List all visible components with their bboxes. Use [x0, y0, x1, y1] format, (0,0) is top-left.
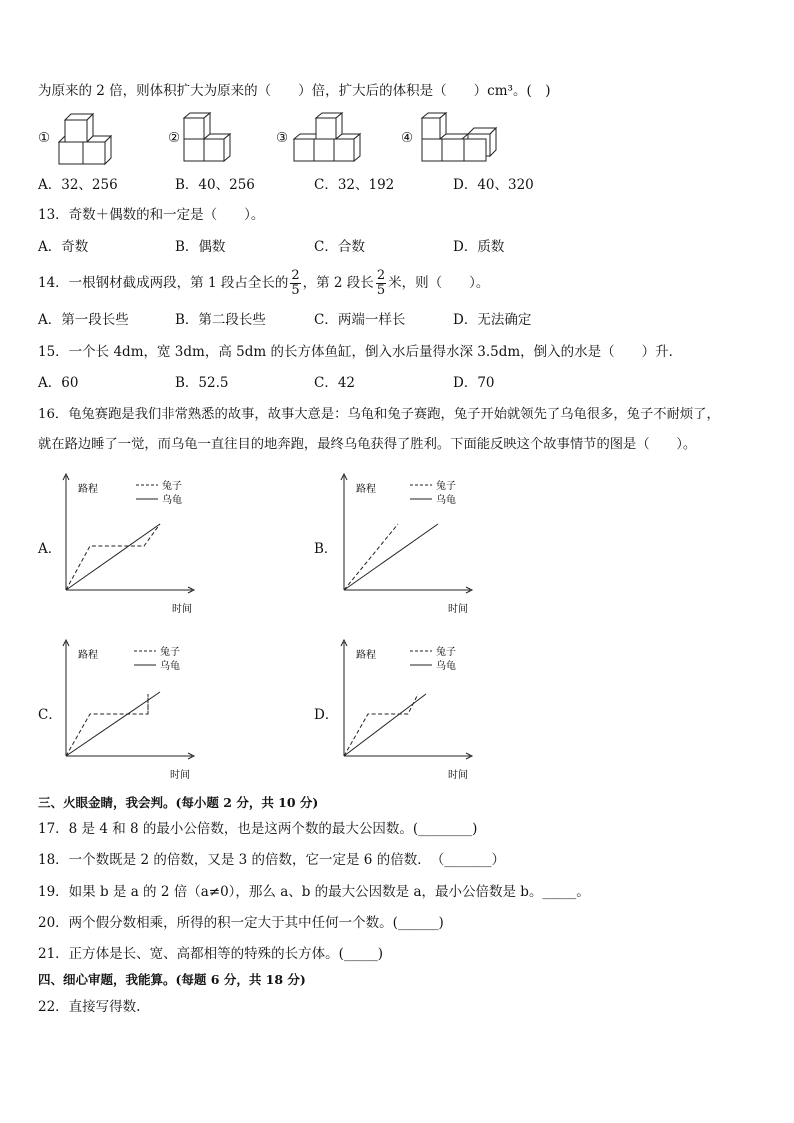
q12-option-d[interactable]: D．40、320 — [453, 177, 534, 193]
graph-b[interactable] — [338, 470, 478, 620]
graph-a-legend-rabbit: 兔子 — [162, 481, 182, 492]
graph-d[interactable] — [338, 636, 478, 786]
q18-stem: 18．一个数既是 2 的倍数，又是 3 的倍数，它一定是 6 的倍数． （_______） — [38, 852, 505, 868]
figure-label-4: ④ — [401, 130, 414, 146]
graph-d-x-axis: 时间 — [448, 770, 468, 781]
figure-label-1: ① — [38, 130, 51, 146]
q14-part1: 14．一根钢材截成两段，第 1 段占全长的 — [38, 275, 289, 291]
cube-figure-2 — [180, 112, 236, 164]
q13-option-b[interactable]: B．偶数 — [175, 239, 226, 255]
q20-stem: 20．两个假分数相乘，所得的积一定大于其中任何一个数。(______) — [38, 915, 444, 931]
graph-d-legend-tortoise: 乌龟 — [436, 661, 456, 672]
graph-b-x-axis: 时间 — [448, 604, 468, 615]
q13-option-d[interactable]: D．质数 — [453, 239, 505, 255]
q12-option-a[interactable]: A．32、256 — [38, 177, 118, 193]
q14-option-c[interactable]: C．两端一样长 — [314, 312, 406, 328]
q14-part2: ，第 2 段长 — [302, 275, 374, 291]
graph-c-y-axis: 路程 — [78, 650, 98, 661]
graph-c-x-axis: 时间 — [170, 770, 190, 781]
q14-frac2-den: 5 — [376, 283, 386, 298]
graph-label-c[interactable]: C． — [38, 707, 62, 723]
q14-option-a[interactable]: A．第一段长些 — [38, 312, 129, 328]
q16-stem-line-1: 16．龟兔赛跑是我们非常熟悉的故事，故事大意是：乌龟和兔子赛跑，兔子开始就领先了乌龟很多，兔子不耐烦了， — [38, 407, 720, 422]
graph-d-legend-rabbit: 兔子 — [436, 647, 456, 658]
q22-stem: 22．直接写得数. — [38, 999, 141, 1015]
q12-option-c[interactable]: C．32、192 — [314, 177, 395, 193]
section-4-title: 四、细心审题，我能算。(每题 6 分，共 18 分) — [38, 972, 306, 987]
q13-option-c[interactable]: C．合数 — [314, 239, 365, 255]
graph-a[interactable] — [60, 470, 200, 620]
cube-figure-3 — [292, 112, 364, 164]
cube-figure-1 — [55, 110, 115, 166]
graph-label-d[interactable]: D． — [314, 707, 339, 723]
q15-option-c[interactable]: C．42 — [314, 375, 356, 391]
figure-label-2: ② — [168, 130, 181, 146]
q15-stem: 15．一个长 4dm，宽 3dm，高 5dm 的长方体鱼缸，倒入水后量得水深 3.5dm，倒入的水是（ ）升． — [38, 344, 683, 360]
q16-stem-line-2: 就在路边睡了一觉，而乌龟一直往目的地奔跑，最终乌龟获得了胜利。下面能反映这个故事情节的图是（ ）。 — [38, 437, 697, 452]
q14-option-d[interactable]: D．无法确定 — [453, 312, 532, 328]
q15-option-d[interactable]: D．70 — [453, 375, 495, 391]
q21-stem: 21．正方体是长、宽、高都相等的特殊的长方体。(_____) — [38, 946, 383, 962]
q13-stem: 13．奇数＋偶数的和一定是（ ）。 — [38, 207, 265, 223]
q14-stem — [38, 268, 489, 298]
cube-figure-4 — [418, 110, 502, 166]
graph-c-legend-tortoise: 乌龟 — [160, 661, 180, 672]
graph-b-legend-rabbit: 兔子 — [436, 481, 456, 492]
q14-fraction-2 — [376, 269, 386, 298]
graph-c[interactable] — [60, 636, 200, 786]
q14-option-b[interactable]: B．第二段长些 — [175, 312, 266, 328]
q15-option-b[interactable]: B．52.5 — [175, 375, 229, 391]
q12-option-b[interactable]: B．40、256 — [175, 177, 255, 193]
q13-option-a[interactable]: A．奇数 — [38, 239, 89, 255]
graph-d-y-axis: 路程 — [356, 650, 376, 661]
figure-label-3: ③ — [276, 130, 289, 146]
graph-a-y-axis: 路程 — [78, 484, 98, 495]
q19-stem: 19．如果 b 是 a 的 2 倍（a≠0），那么 a、b 的最大公因数是 a，最小公倍数是 b。_____。 — [38, 884, 590, 900]
graph-c-legend-rabbit: 兔子 — [160, 647, 180, 658]
graph-label-a[interactable]: A． — [38, 541, 62, 557]
section-3-title: 三、火眼金睛，我会判。(每小题 2 分，共 10 分) — [38, 795, 319, 810]
q14-part3: 米，则（ ）。 — [388, 275, 490, 291]
graph-a-x-axis: 时间 — [172, 604, 192, 615]
q14-frac2-num: 2 — [376, 268, 386, 283]
q15-option-a[interactable]: A．60 — [38, 375, 79, 391]
q14-frac1-den: 5 — [291, 283, 300, 298]
q12-stem: 为原来的 2 倍，则体积扩大为原来的（ ）倍，扩大后的体积是（ ）cm³。( ) — [38, 83, 551, 99]
graph-a-legend-tortoise: 乌龟 — [162, 495, 182, 506]
q14-fraction-1 — [290, 269, 300, 298]
graph-b-y-axis: 路程 — [356, 484, 376, 495]
q14-frac1-num: 2 — [291, 268, 300, 283]
graph-label-b[interactable]: B． — [314, 541, 338, 557]
graph-b-legend-tortoise: 乌龟 — [436, 495, 456, 506]
q17-stem: 17．8 是 4 和 8 的最小公倍数，也是这两个数的最大公因数。(________) — [38, 821, 478, 837]
